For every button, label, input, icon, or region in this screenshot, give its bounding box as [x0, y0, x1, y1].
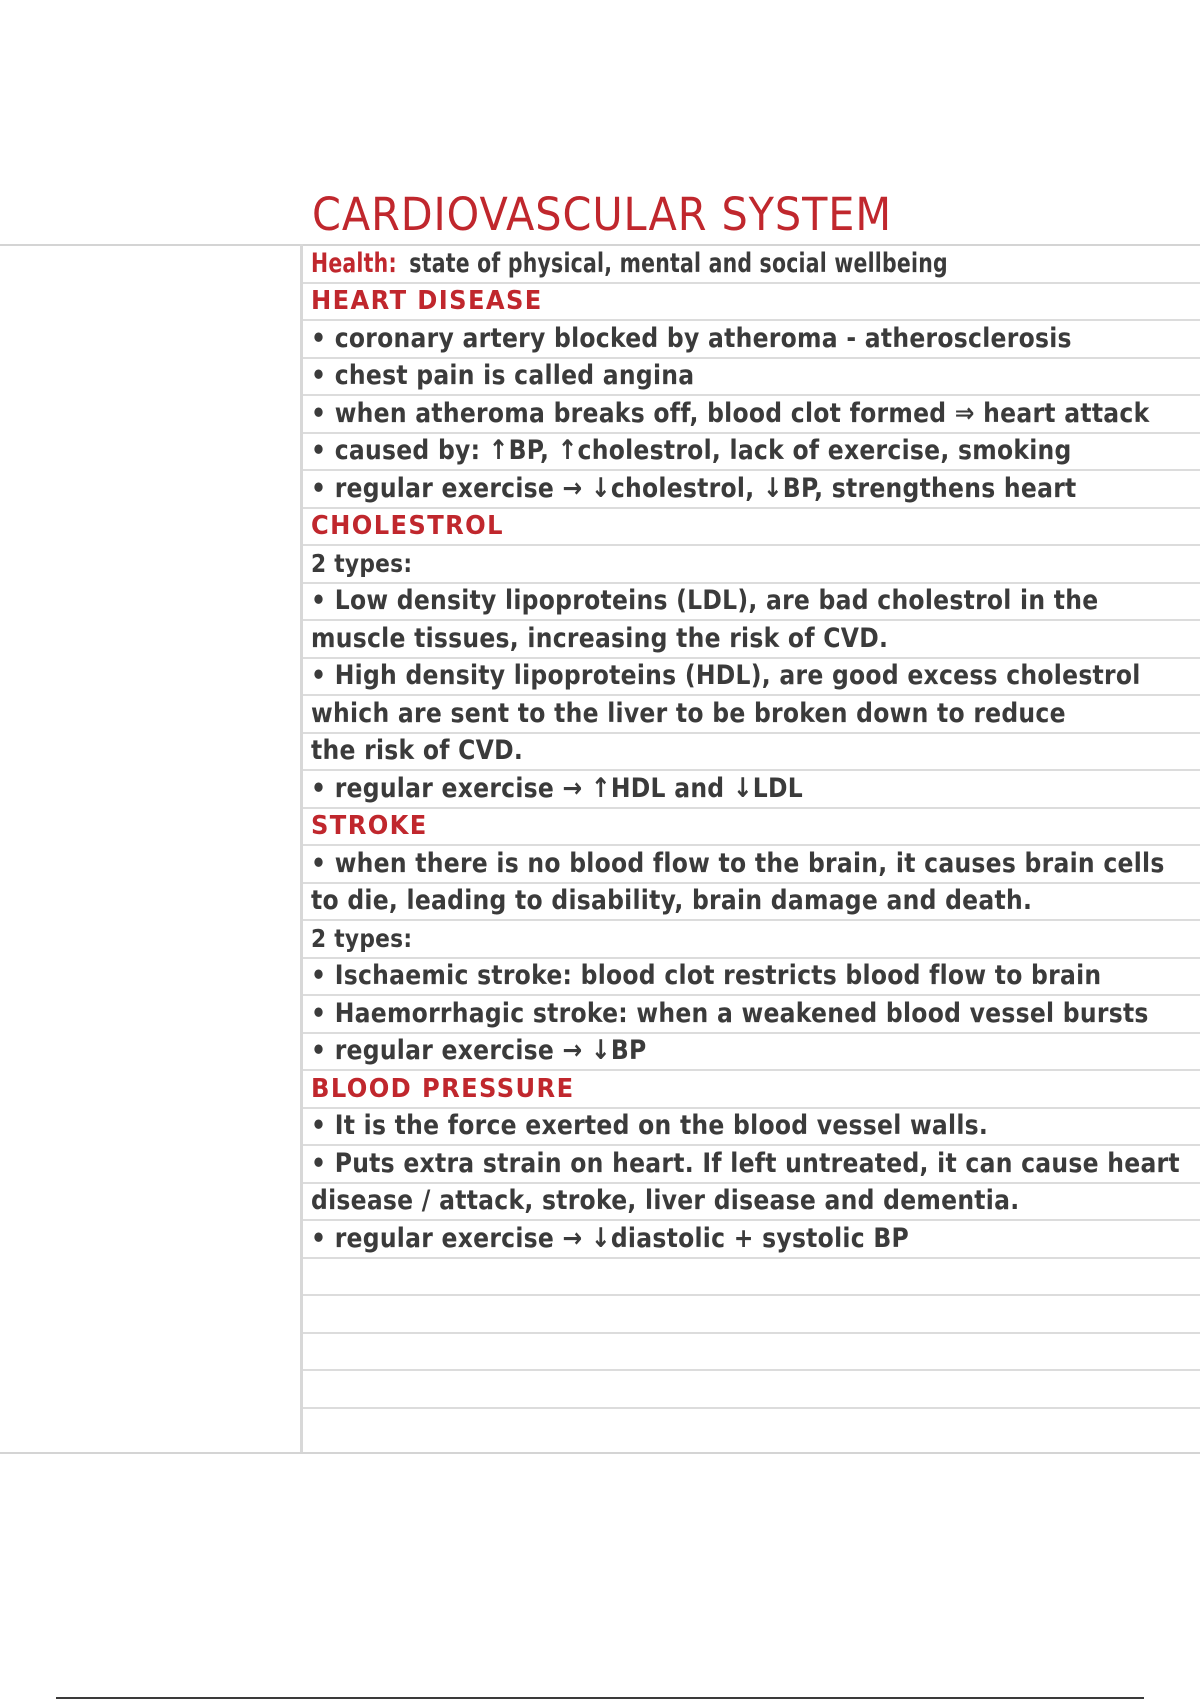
subheading-line: [303, 546, 1200, 584]
bottom-rule: [0, 1452, 1200, 1454]
note-line: [303, 846, 1200, 884]
page-title: CARDIOVASCULAR SYSTEM: [312, 188, 893, 241]
note-line-text: the risk of CVD.: [311, 735, 524, 766]
subheading-line-text: 2 types:: [311, 923, 413, 953]
note-line-text: • It is the force exerted on the blood vessel walls.: [311, 1110, 989, 1141]
note-line-text: which are sent to the liver to be broken down to reduce: [311, 697, 1066, 729]
section-heading-text: HEART DISEASE: [311, 286, 543, 316]
health-text: state of physical, mental and social wellbeing: [409, 247, 949, 279]
note-line: [303, 959, 1200, 997]
note-line: [303, 621, 1200, 659]
note-line: [303, 659, 1200, 697]
note-line-text: • regular exercise → ↓BP: [311, 1035, 647, 1066]
blank-ruled-line: [303, 1334, 1200, 1372]
health-definition: [303, 246, 1200, 284]
note-line: [303, 584, 1200, 622]
note-line: [303, 734, 1200, 772]
note-line: [303, 471, 1200, 509]
note-line-text: • coronary artery blocked by atheroma - atherosclerosis: [311, 322, 1072, 354]
blank-ruled-line: [303, 1371, 1200, 1409]
note-line-text: • High density lipoproteins (HDL), are good excess cholestrol: [311, 660, 1141, 691]
section-heading: [303, 1071, 1200, 1109]
note-line: [303, 321, 1200, 359]
subheading-line-text: 2 types:: [311, 548, 413, 578]
section-heading-text: STROKE: [311, 811, 428, 841]
note-line-text: • caused by: ↑BP, ↑cholestrol, lack of exercise, smoking: [311, 435, 1072, 466]
section-heading-text: CHOLESTROL: [311, 511, 504, 541]
section-heading: [303, 809, 1200, 847]
note-line-text: to die, leading to disability, brain damage and death.: [311, 885, 1033, 916]
note-line-text: • Low density lipoproteins (LDL), are bad cholestrol in the: [311, 585, 1099, 616]
note-line-text: • regular exercise → ↑HDL and ↓LDL: [311, 772, 803, 804]
note-line-text: disease / attack, stroke, liver disease and dementia.: [311, 1185, 1020, 1216]
subheading-line: [303, 921, 1200, 959]
note-line: [303, 359, 1200, 397]
section-heading: [303, 509, 1200, 547]
note-line-text: • when atheroma breaks off, blood clot formed ⇒ heart attack: [311, 397, 1150, 429]
note-line-text: • regular exercise → ↓diastolic + systolic BP: [311, 1222, 909, 1254]
note-line: [303, 1221, 1200, 1259]
note-line-text: • regular exercise → ↓cholestrol, ↓BP, strengthens heart: [311, 472, 1077, 504]
notes-body: [303, 246, 1200, 1452]
section-heading-text: BLOOD PRESSURE: [311, 1073, 575, 1104]
footer-line: [56, 1697, 1144, 1699]
section-heading: [303, 284, 1200, 322]
note-line-text: • Ischaemic stroke: blood clot restricts blood flow to brain: [311, 960, 1102, 991]
blank-ruled-line: [303, 1296, 1200, 1334]
note-line: [303, 1034, 1200, 1072]
note-line-text: muscle tissues, increasing the risk of CVD.: [311, 622, 889, 654]
note-line: [303, 434, 1200, 472]
note-line-text: • when there is no blood flow to the brain, it causes brain cells: [311, 847, 1165, 879]
note-line: [303, 1146, 1200, 1184]
health-label: Health:: [311, 247, 397, 279]
note-line: [303, 696, 1200, 734]
note-line: [303, 884, 1200, 922]
note-line: [303, 396, 1200, 434]
note-line: [303, 771, 1200, 809]
note-line: [303, 996, 1200, 1034]
note-line-text: • chest pain is called angina: [311, 360, 695, 391]
note-line-text: • Puts extra strain on heart. If left untreated, it can cause heart: [311, 1147, 1180, 1179]
note-line-text: • Haemorrhagic stroke: when a weakened blood vessel bursts: [311, 997, 1149, 1029]
note-line: [303, 1109, 1200, 1147]
blank-ruled-line: [303, 1259, 1200, 1297]
note-line: [303, 1184, 1200, 1222]
